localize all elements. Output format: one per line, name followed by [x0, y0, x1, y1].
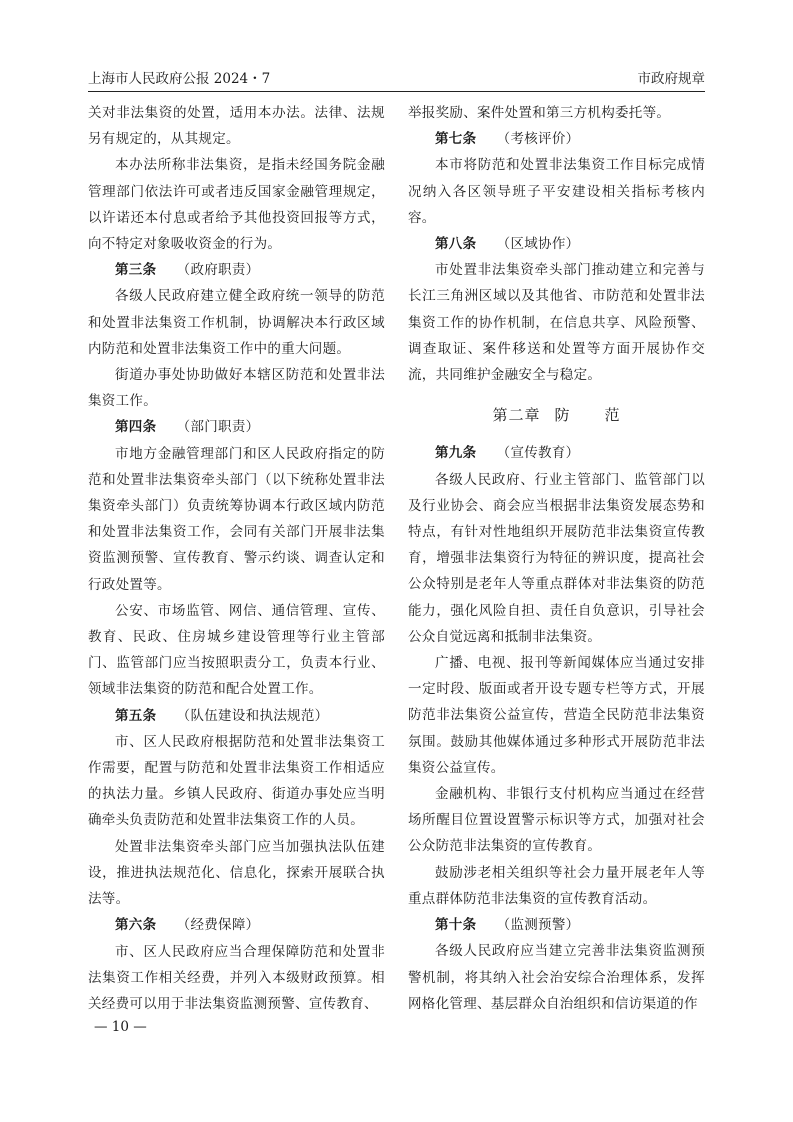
article-heading: [88, 912, 385, 938]
paragraph: 处置非法集资牵头部门应当加强执法队伍建设，推进执法规范化、信息化，探索开展联合执法等。: [88, 838, 385, 908]
paragraph: 举报奖励、案件处置和第三方机构委托等。: [408, 105, 671, 121]
article-heading: [88, 414, 385, 440]
header-rule: [88, 91, 705, 92]
article-heading: [408, 440, 705, 466]
page-number: — 10 —: [94, 1019, 147, 1035]
paragraph: 广播、电视、报刊等新闻媒体应当通过安排一定时段、版面或者开设专题专栏等方式，开展防范非法集资公益宣传，营造全民防范非法集资氛围。鼓励其他媒体通过多种形式开展防范非法集资公益宣传。: [408, 655, 705, 776]
left-column: [88, 100, 385, 1017]
article-title: （部门职责）: [176, 419, 260, 436]
paragraph: 各级人民政府建立健全政府统一领导的防范和处置非法集资工作机制，协调解决本行政区域内防范和处置非法集资工作中的重大问题。: [88, 288, 385, 357]
chapter-number: 第二章: [492, 406, 541, 425]
paragraph: 本办法所称非法集资，是指未经国务院金融管理部门依法许可或者违反国家金融管理规定，以许诺还本付息或者给予其他投资回报等方式，向不特定对象吸收资金的行为。: [88, 157, 385, 253]
article-heading: [408, 231, 705, 257]
paragraph: 本市将防范和处置非法集资工作目标完成情况纳入各区领导班子平安建设相关指标考核内容。: [408, 157, 705, 226]
article-title: （经费保障）: [176, 917, 260, 934]
article-number: 第八条: [435, 236, 477, 253]
article-title: （区域协作）: [496, 236, 580, 253]
article-heading: [88, 703, 385, 729]
chapter-title-char: 范: [604, 406, 621, 425]
article-title: （考核评价）: [496, 131, 580, 148]
article-title: （队伍建设和执法规范）: [176, 707, 329, 724]
paragraph: 公安、市场监管、网信、通信管理、宣传、教育、民政、住房城乡建设管理等行业主管部门、监管部门应当按照职责分工，负责本行业、领域非法集资的防范和配合处置工作。: [88, 602, 385, 698]
paragraph: 关对非法集资的处置，适用本办法。法律、法规另有规定的，从其规定。: [88, 105, 385, 148]
publication-title: 上海市人民政府公报 2024・7: [88, 71, 271, 87]
section-title: 市政府规章: [637, 71, 705, 87]
article-number: 第五条: [115, 707, 157, 724]
paragraph: 市处置非法集资牵头部门推动建立和完善与长江三角洲区域以及其他省、市防范和处置非法集资工作的协作机制，在信息共享、风险预警、调查取证、案件移送和处置等方面开展协作交流，共同维护金融安全与稳定。: [408, 262, 705, 384]
article-heading: [88, 257, 385, 283]
paragraph: 各级人民政府、行业主管部门、监管部门以及行业协会、商会应当根据非法集资发展态势和特点，有针对性地组织开展防范非法集资宣传教育，增强非法集资行为特征的辨识度，提高社会公众特别是老年人等重点群体对非法集资的防范能力，强化风险自担、责任自负意识，引导社会公众自觉远离和抵制非法集资。: [408, 471, 705, 645]
article-title: （政府职责）: [176, 262, 260, 279]
chapter-heading: [408, 402, 705, 428]
article-number: 第四条: [115, 419, 157, 436]
paragraph: 市地方金融管理部门和区人民政府指定的防范和处置非法集资牵头部门（以下统称处置非法集资牵头部门）负责统筹协调本行政区域内防范和处置非法集资工作，会同有关部门开展非法集资监测预警、宣传教育、警示约谈、调查认定和行政处置等。: [88, 445, 385, 593]
paragraph: 各级人民政府应当建立完善非法集资监测预警机制，将其纳入社会治安综合治理体系，发挥网格化管理、基层群众自治组织和信访渠道的作: [408, 943, 705, 1012]
article-heading: [408, 912, 705, 938]
article-number: 第七条: [435, 131, 477, 148]
page-header: [88, 67, 705, 89]
article-title: （监测预警）: [496, 917, 580, 934]
article-number: 第六条: [115, 917, 157, 934]
article-heading: [408, 126, 705, 152]
article-number: 第九条: [435, 445, 477, 462]
chapter-title-char: 防: [554, 406, 571, 425]
article-number: 第三条: [115, 262, 157, 279]
article-title: （宣传教育）: [496, 445, 580, 462]
paragraph: 市、区人民政府应当合理保障防范和处置非法集资工作相关经费，并列入本级财政预算。相关经费可以用于非法集资监测预警、宣传教育、: [88, 943, 385, 1012]
right-column: [408, 100, 705, 1017]
paragraph: 街道办事处协助做好本辖区防范和处置非法集资工作。: [88, 367, 385, 410]
paragraph: 市、区人民政府根据防范和处置非法集资工作需要，配置与防范和处置非法集资工作相适应的执法力量。乡镇人民政府、街道办事处应当明确牵头负责防范和处置非法集资工作的人员。: [88, 733, 385, 829]
paragraph: 鼓励涉老相关组织等社会力量开展老年人等重点群体防范非法集资的宣传教育活动。: [408, 864, 705, 907]
paragraph: 金融机构、非银行支付机构应当通过在经营场所醒目位置设置警示标识等方式，加强对社会公众防范非法集资的宣传教育。: [408, 786, 705, 855]
article-number: 第十条: [435, 917, 477, 934]
